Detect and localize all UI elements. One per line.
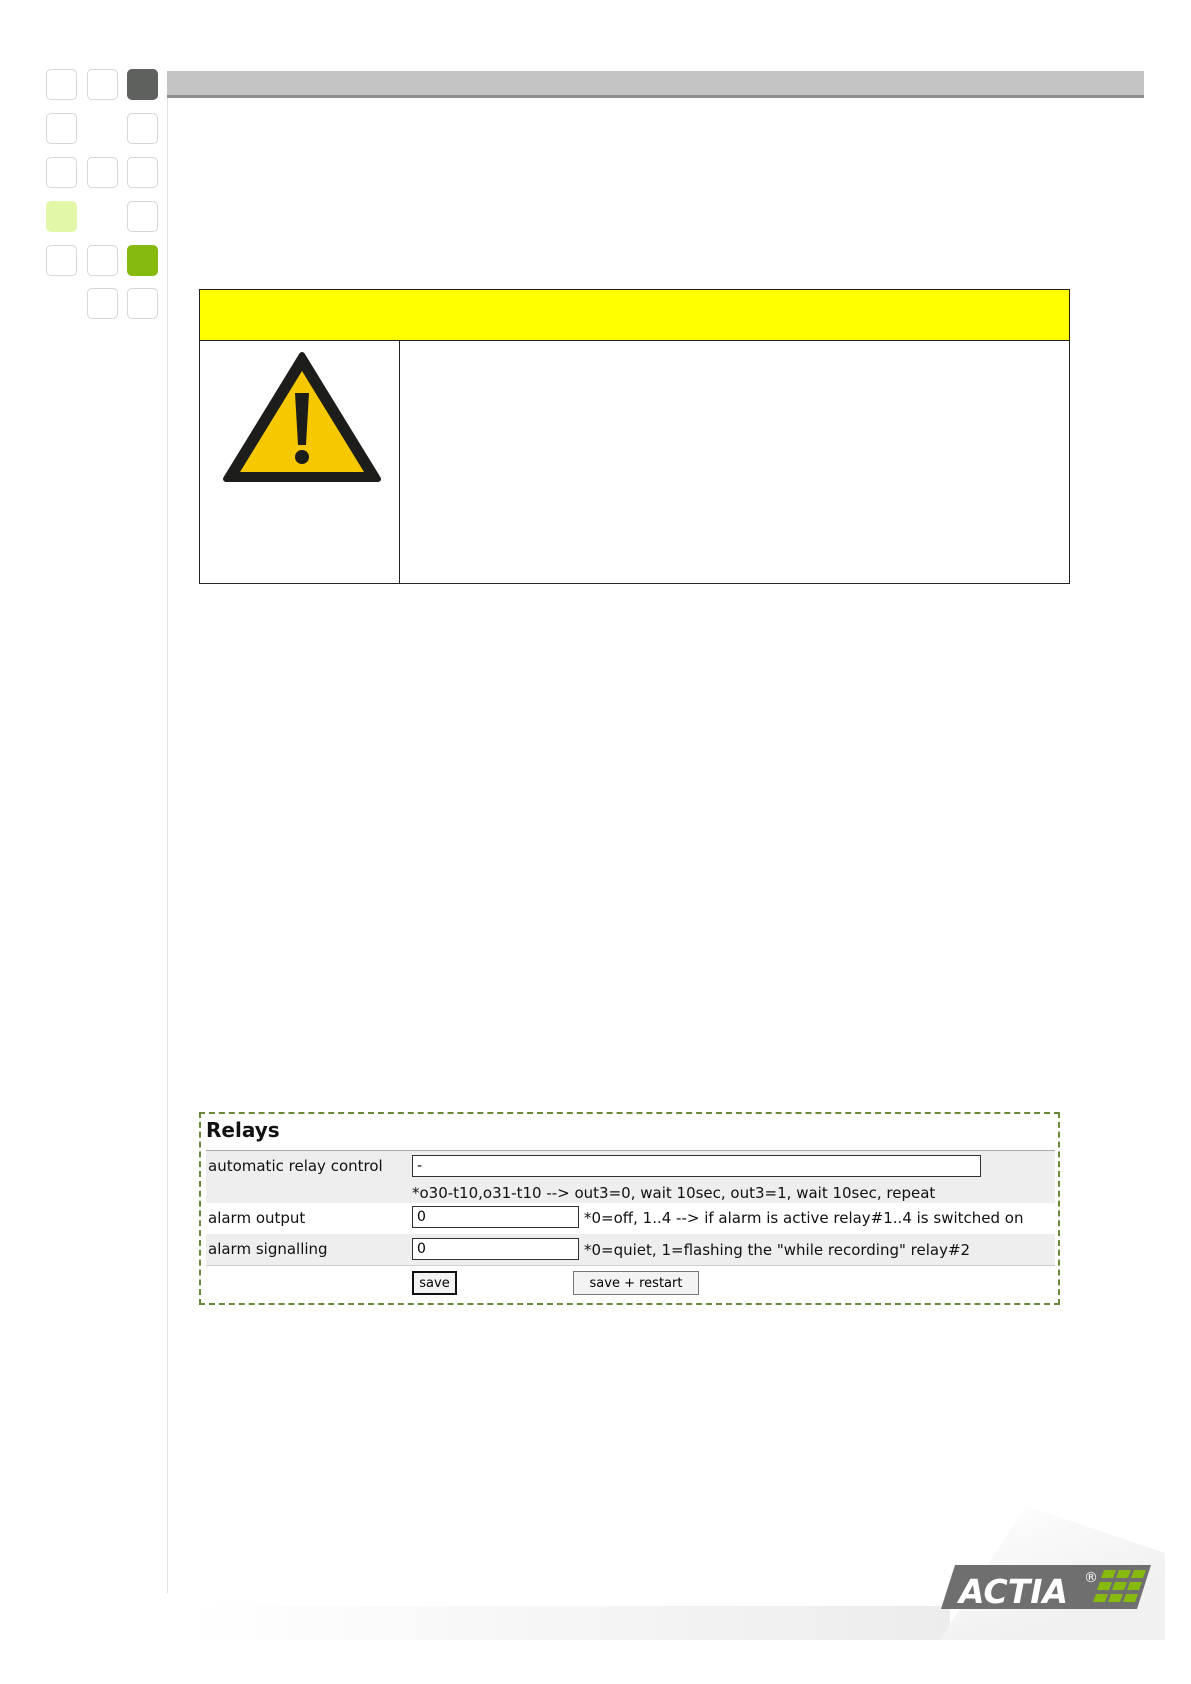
relays-panel	[199, 1112, 1060, 1305]
page-header-bar	[167, 71, 1144, 98]
warning-triangle-icon	[222, 351, 382, 486]
logo-registered-mark: ®	[1084, 1570, 1098, 1586]
deco-square	[46, 245, 77, 276]
deco-square	[46, 113, 77, 144]
deco-square	[127, 201, 158, 232]
relays-title: Relays	[206, 1118, 280, 1142]
row-label: automatic relay control	[208, 1157, 383, 1175]
actia-logo	[941, 1557, 1151, 1629]
deco-square	[127, 157, 158, 188]
settings-buttons-row	[206, 1265, 1055, 1301]
deco-square	[87, 69, 118, 100]
deco-square	[87, 157, 118, 188]
deco-square-dark	[127, 69, 158, 100]
row-hint: *0=quiet, 1=flashing the "while recording" relay#2	[584, 1241, 971, 1259]
deco-square-lime	[46, 201, 77, 232]
deco-square	[87, 288, 118, 319]
row-hint: *o30-t10,o31-t10 --> out3=0, wait 10sec, out3=1, wait 10sec, repeat	[412, 1184, 936, 1202]
deco-square	[46, 69, 77, 100]
logo-text: ACTIA	[959, 1572, 1069, 1611]
row-label: alarm output	[208, 1209, 306, 1227]
settings-row-alarm-signalling	[206, 1234, 1055, 1265]
automatic-relay-control-input[interactable]	[412, 1155, 981, 1177]
settings-row-automatic-relay-control	[206, 1151, 1055, 1203]
alarm-output-input[interactable]	[412, 1206, 579, 1228]
deco-square	[87, 245, 118, 276]
row-hint: *0=off, 1..4 --> if alarm is active relay#1..4 is switched on	[584, 1209, 1024, 1227]
save-restart-button[interactable]: save + restart	[573, 1271, 699, 1295]
warning-icon-cell	[200, 341, 400, 583]
row-label: alarm signalling	[208, 1240, 328, 1258]
settings-row-alarm-output	[206, 1203, 1055, 1234]
margin-line	[167, 98, 168, 1593]
deco-square	[127, 288, 158, 319]
warning-header	[200, 290, 1069, 341]
deco-square	[46, 157, 77, 188]
save-button[interactable]: save	[412, 1271, 457, 1295]
deco-square-green	[127, 245, 158, 276]
deco-square	[127, 113, 158, 144]
warning-box	[199, 289, 1070, 584]
footer-gradient	[190, 1606, 950, 1640]
alarm-signalling-input[interactable]	[412, 1238, 579, 1260]
